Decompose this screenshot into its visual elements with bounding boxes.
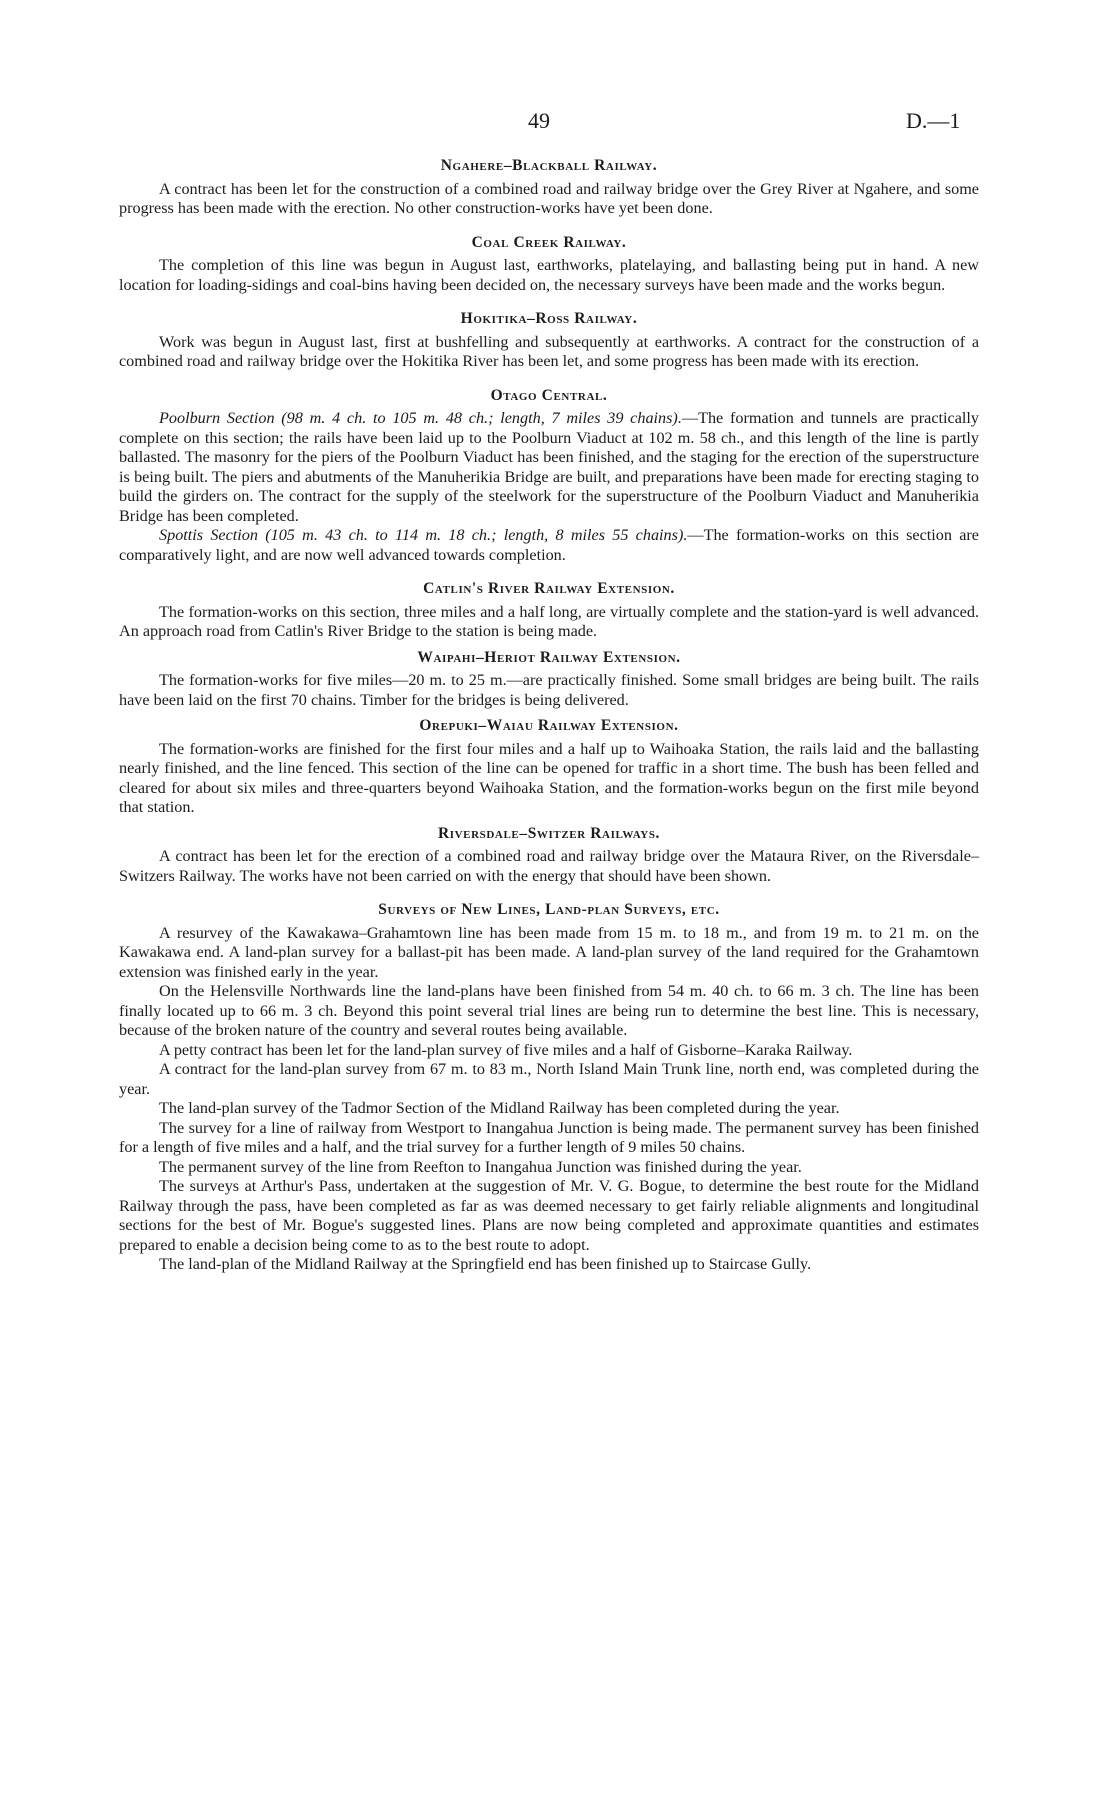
paragraph: The land-plan survey of the Tadmor Section of the Midland Railway has been completed during the year. bbox=[159, 1099, 840, 1117]
section-surveys bbox=[119, 900, 979, 1275]
document-reference: D.—1 bbox=[906, 108, 961, 133]
paragraph: On the Helensville Northwards line the land-plans have been finished from 54 m. 40 ch. to 66 m. 3 ch. The line has been finally located up to 66 m. 3 ch. Beyond this point several trial lines are being run to determine the best line. This is necessary, because of the broken nature of the country and several routes being available. bbox=[119, 982, 979, 1039]
section-orepuki-waiau bbox=[119, 716, 979, 818]
page-header bbox=[0, 108, 1114, 138]
section-title: Surveys of New Lines, Land-plan Surveys, etc. bbox=[378, 901, 720, 918]
section-subheading: Spottis Section (105 m. 43 ch. to 114 m. 18 ch.; length, 8 miles 55 chains). bbox=[159, 526, 688, 544]
section-title: Hokitika–Ross Railway. bbox=[460, 310, 638, 327]
paragraph: The surveys at Arthur's Pass, undertaken at the suggestion of Mr. V. G. Bogue, to determine the best route for the Midland Railway through the pass, have been completed as far as was deemed necessary to get fairly reliable alignments and longitudinal sections for the best of Mr. Bogue's suggested lines. Plans are now being completed and approximate quantities and estimates prepared to enable a decision being come to as to the best route to adopt. bbox=[119, 1177, 979, 1254]
paragraph: The formation-works are finished for the first four miles and a half up to Waihoaka Station, the rails laid and the ballasting nearly finished, and the line fenced. This section of the line can be opened for traffic in a short time. The bush has been felled and cleared for about six miles and three-quarters beyond Waihoaka Station, and the formation-works begun on the first mile beyond that station. bbox=[119, 739, 979, 816]
paragraph: The permanent survey of the line from Reefton to Inangahua Junction was finished during the year. bbox=[159, 1157, 802, 1176]
section-riversdale-switzer bbox=[119, 824, 979, 887]
section-title: Coal Creek Railway. bbox=[471, 233, 627, 251]
paragraph bbox=[119, 526, 979, 565]
paragraph: The formation-works on this section, three miles and a half long, are virtually complete and the station-yard is well advanced. An approach road from Catlin's River Bridge to the station is being made. bbox=[119, 602, 979, 640]
document-body bbox=[119, 156, 979, 1289]
section-waipahi-heriot bbox=[119, 648, 979, 711]
paragraph: Work was begun in August last, first at bushfelling and subsequently at earthworks. A contract for the construction of a combined road and railway bridge over the Hokitika River has been let, and some progress has been made with its erection. bbox=[119, 332, 979, 370]
section-ngahere-blackball bbox=[119, 156, 979, 219]
paragraph: A contract for the land-plan survey from 67 m. to 83 m., North Island Main Trunk line, north end, was completed during the year. bbox=[119, 1060, 979, 1098]
section-subheading: Poolburn Section (98 m. 4 ch. to 105 m. 48 ch.; length, 7 miles 39 chains). bbox=[159, 409, 682, 427]
paragraph: A resurvey of the Kawakawa–Grahamtown line has been made from 15 m. to 18 m., and from 19 m. to 21 m. on the Kawakawa end. A land-plan survey for a ballast-pit has been made. A land-plan survey of the land required for the Grahamtown extension was finished early in the year. bbox=[119, 923, 979, 981]
section-title: Catlin's River Railway Extension. bbox=[423, 580, 675, 597]
section-catlins-river bbox=[119, 579, 979, 642]
paragraph: The survey for a line of railway from Westport to Inangahua Junction is being made. The permanent survey has been finished for a length of five miles and a half, and the trial survey for a further length of 9 miles 50 chains. bbox=[119, 1118, 979, 1156]
paragraph: The land-plan of the Midland Railway at the Springfield end has been finished up to Staircase Gully. bbox=[159, 1255, 812, 1273]
paragraph-text: —The formation and tunnels are practically complete on this section; the rails have been laid up to the Poolburn Viaduct at 102 m. 58 ch., and this length of the line is partly ballasted. The masonry for the piers of the Poolburn Viaduct has been finished, and the staging for the erection of the superstructure is being built. The piers and abutments of the Manuherikia Bridge are built, and preparations have been made for erecting staging to build the girders on. The contract for the supply of the steelwork for the superstructure of the Poolburn Viaduct and Manuherikia Bridge has been completed. bbox=[119, 409, 979, 525]
paragraph: A petty contract has been let for the land-plan survey of five miles and a half of Gisborne–Karaka Railway. bbox=[159, 1040, 853, 1059]
paragraph bbox=[119, 409, 979, 526]
page-number: 49 bbox=[528, 108, 550, 133]
section-title: Otago Central. bbox=[490, 386, 608, 404]
section-title: Waipahi–Heriot Railway Extension. bbox=[417, 648, 681, 666]
section-hokitika-ross bbox=[119, 309, 979, 372]
section-coal-creek bbox=[119, 233, 979, 296]
section-title: Orepuki–Waiau Railway Extension. bbox=[419, 717, 679, 734]
section-title: Ngahere–Blackball Railway. bbox=[440, 157, 658, 174]
paragraph: The formation-works for five miles—20 m. to 25 m.—are practically finished. Some small bridges are being built. The rails have been laid on the first 70 chains. Timber for the bridges is being delivered. bbox=[119, 671, 979, 709]
section-title: Riversdale–Switzer Railways. bbox=[437, 824, 661, 842]
paragraph: A contract has been let for the erection of a combined road and railway bridge over the Mataura River, on the Riversdale–Switzers Railway. The works have not been carried on with the energy that should have been shown. bbox=[119, 847, 979, 885]
paragraph: The completion of this line was begun in August last, earthworks, platelaying, and ballasting being put in hand. A new location for loading-sidings and coal-bins having been decided on, the necessary surveys have been made and the works begun. bbox=[119, 256, 979, 294]
section-otago-central bbox=[119, 386, 979, 566]
paragraph: A contract has been let for the construction of a combined road and railway bridge over the Grey River at Ngahere, and some progress has been made with the erection. No other construction-works have yet been done. bbox=[119, 179, 979, 217]
paragraph-text: —The formation-works on this section are comparatively light, and are now well advanced towards completion. bbox=[119, 526, 979, 564]
